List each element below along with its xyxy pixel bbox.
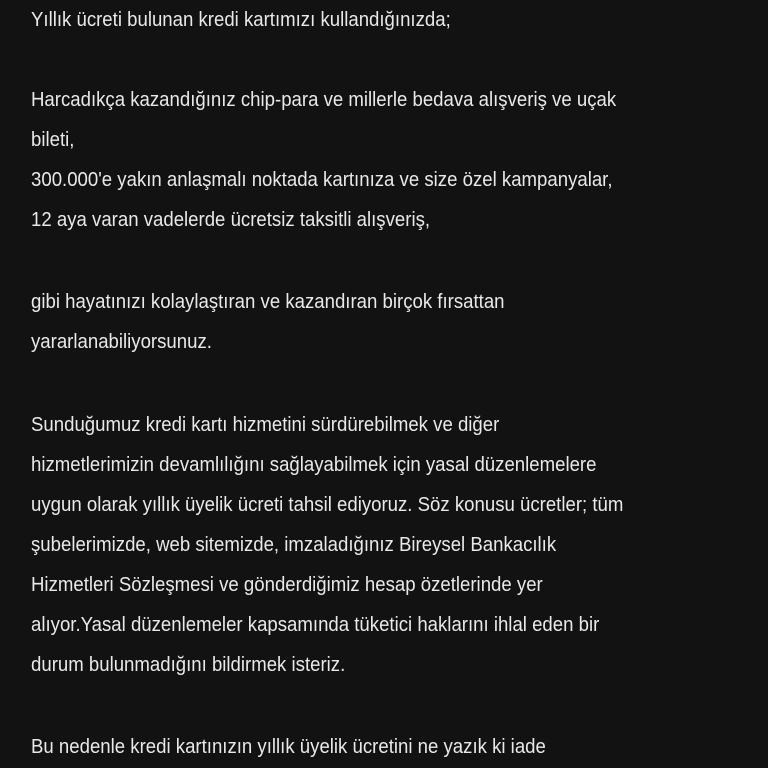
text-line: alıyor.Yasal düzenlemeler kapsamında tüketici haklarını ihlal eden bir [31,614,600,636]
text-line: 12 aya varan vadelerde ücretsiz taksitli alışveriş, [31,209,431,231]
text-line: 300.000'e yakın anlaşmalı noktada kartınıza ve size özel kampanyalar, [31,169,613,191]
text-line: uygun olarak yıllık üyelik ücreti tahsil ediyoruz. Söz konusu ücretler; tüm [31,494,624,516]
text-line: yararlanabiliyorsunuz. [31,331,212,353]
text-line: Sunduğumuz kredi kartı hizmetini sürdürebilmek ve diğer [31,414,500,436]
text-line: şubelerimizde, web sitemizde, imzaladığınız Bireysel Bankacılık [31,534,557,556]
text-line: Bu nedenle kredi kartınızın yıllık üyelik ücretini ne yazık ki iade [31,736,546,758]
text-line: durum bulunmadığını bildirmek isteriz. [31,654,346,676]
text-line: bileti, [31,129,75,151]
text-line: Yıllık ücreti bulunan kredi kartımızı kullandığınızda; [31,9,451,31]
text-line: hizmetlerimizin devamlılığını sağlayabilmek için yasal düzenlemelere [31,454,597,476]
text-line: Harcadıkça kazandığınız chip-para ve millerle bedava alışveriş ve uçak [31,89,617,111]
text-line: Hizmetleri Sözleşmesi ve gönderdiğimiz hesap özetlerinde yer [31,574,543,596]
text-line: gibi hayatınızı kolaylaştıran ve kazandıran birçok fırsattan [31,291,505,313]
